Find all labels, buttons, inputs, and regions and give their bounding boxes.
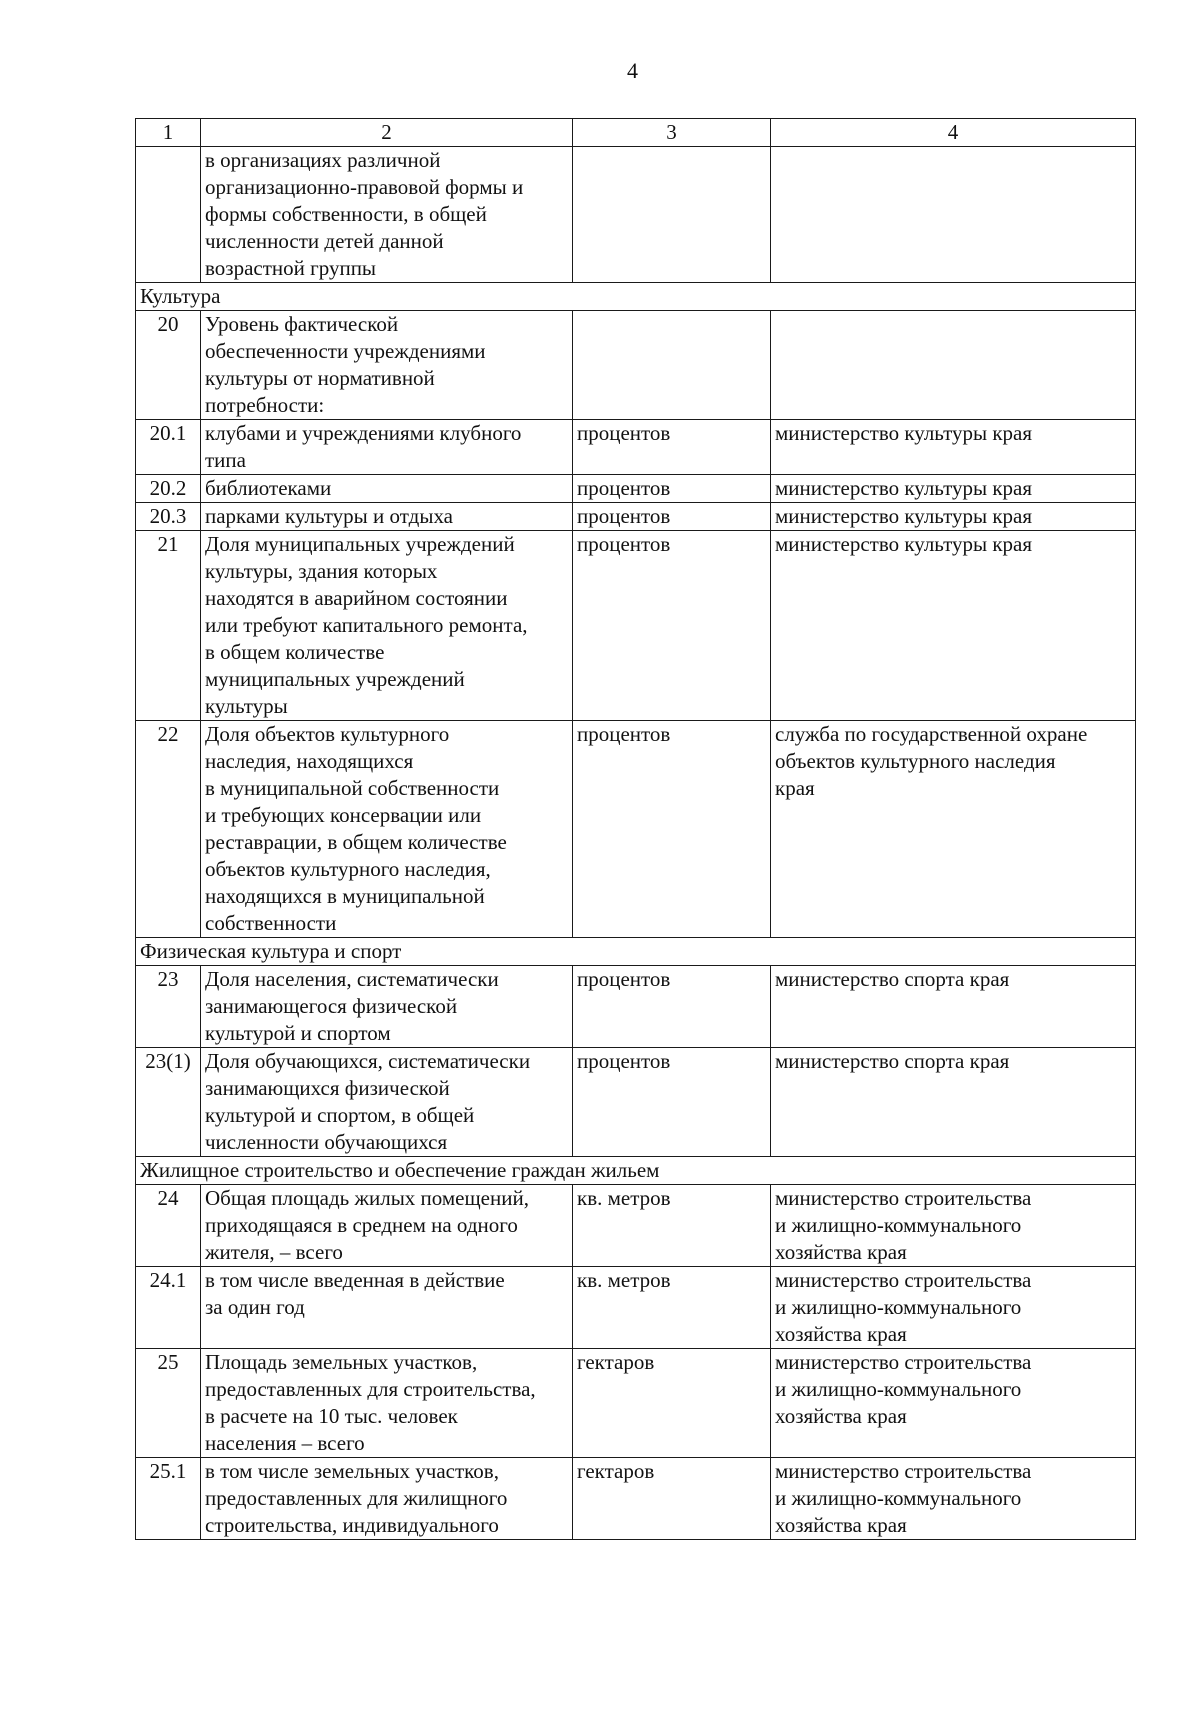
row-number: 25 — [136, 1349, 201, 1458]
table-row — [136, 1185, 1136, 1267]
row-number: 20 — [136, 311, 201, 420]
table-row — [136, 503, 1136, 531]
page-number: 4 — [627, 58, 638, 83]
row-number: 21 — [136, 531, 201, 721]
section-row — [136, 938, 1136, 966]
indicator-text: Доля объектов культурного наследия, находящихся в муниципальной собственности и требующих консервации или реставрации, в общем количестве объектов культурного наследия, находящихся в муниципальной собственности — [201, 721, 573, 938]
unit-of-measure: процентов — [573, 531, 771, 721]
indicator-text: Доля муниципальных учреждений культуры, здания которых находятся в аварийном состоянии или требуют капитального ремонта, в общем количестве муниципальных учреждений культуры — [201, 531, 573, 721]
table-row — [136, 966, 1136, 1048]
row-number: 20.2 — [136, 475, 201, 503]
row-number: 24 — [136, 1185, 201, 1267]
responsible-body: министерство строительства и жилищно-коммунального хозяйства края — [771, 1185, 1136, 1267]
indicator-text: Площадь земельных участков, предоставленных для строительства, в расчете на 10 тыс. человек населения – всего — [201, 1349, 573, 1458]
section-title: Физическая культура и спорт — [136, 938, 1136, 966]
unit-of-measure: гектаров — [573, 1458, 771, 1540]
table-row — [136, 721, 1136, 938]
unit-of-measure: процентов — [573, 503, 771, 531]
section-title: Культура — [136, 283, 1136, 311]
indicators-table — [135, 118, 1136, 1540]
row-number: 25.1 — [136, 1458, 201, 1540]
indicator-text: Доля населения, систематически занимающегося физической культурой и спортом — [201, 966, 573, 1048]
responsible-body: служба по государственной охране объектов культурного наследия края — [771, 721, 1136, 938]
row-number — [136, 147, 201, 283]
table-row — [136, 1267, 1136, 1349]
responsible-body: министерство строительства и жилищно-коммунального хозяйства края — [771, 1349, 1136, 1458]
unit-of-measure: процентов — [573, 721, 771, 938]
column-header-4: 4 — [771, 119, 1136, 147]
table-row — [136, 1458, 1136, 1540]
row-number: 23 — [136, 966, 201, 1048]
unit-of-measure — [573, 311, 771, 420]
column-header-1: 1 — [136, 119, 201, 147]
table-row — [136, 475, 1136, 503]
table-row — [136, 1349, 1136, 1458]
responsible-body: министерство культуры края — [771, 420, 1136, 475]
indicator-text: Доля обучающихся, систематически занимающихся физической культурой и спортом, в общей численности обучающихся — [201, 1048, 573, 1157]
table-row — [136, 1048, 1136, 1157]
responsible-body: министерство строительства и жилищно-коммунального хозяйства края — [771, 1267, 1136, 1349]
responsible-body: министерство культуры края — [771, 475, 1136, 503]
indicator-text: клубами и учреждениями клубного типа — [201, 420, 573, 475]
table-row — [136, 311, 1136, 420]
column-header-3: 3 — [573, 119, 771, 147]
section-title: Жилищное строительство и обеспечение граждан жильем — [136, 1157, 1136, 1185]
row-number: 20.3 — [136, 503, 201, 531]
responsible-body: министерство спорта края — [771, 1048, 1136, 1157]
indicator-text: Общая площадь жилых помещений, приходящаяся в среднем на одного жителя, – всего — [201, 1185, 573, 1267]
column-header-2: 2 — [201, 119, 573, 147]
indicator-text: библиотеками — [201, 475, 573, 503]
responsible-body: министерство культуры края — [771, 531, 1136, 721]
table-row — [136, 420, 1136, 475]
indicator-text: в том числе земельных участков, предоставленных для жилищного строительства, индивидуального — [201, 1458, 573, 1540]
row-number: 23(1) — [136, 1048, 201, 1157]
indicator-text: Уровень фактической обеспеченности учреждениями культуры от нормативной потребности: — [201, 311, 573, 420]
indicator-text: парками культуры и отдыха — [201, 503, 573, 531]
unit-of-measure: процентов — [573, 420, 771, 475]
unit-of-measure: кв. метров — [573, 1185, 771, 1267]
row-number: 20.1 — [136, 420, 201, 475]
indicator-text: в том числе введенная в действие за один год — [201, 1267, 573, 1349]
row-number: 24.1 — [136, 1267, 201, 1349]
responsible-body: министерство спорта края — [771, 966, 1136, 1048]
unit-of-measure: гектаров — [573, 1349, 771, 1458]
table-row — [136, 147, 1136, 283]
unit-of-measure: процентов — [573, 475, 771, 503]
table-body — [136, 119, 1136, 1540]
responsible-body: министерство строительства и жилищно-коммунального хозяйства края — [771, 1458, 1136, 1540]
table-row — [136, 531, 1136, 721]
column-header-row — [136, 119, 1136, 147]
row-number: 22 — [136, 721, 201, 938]
section-row — [136, 283, 1136, 311]
unit-of-measure — [573, 147, 771, 283]
responsible-body: министерство культуры края — [771, 503, 1136, 531]
unit-of-measure: процентов — [573, 1048, 771, 1157]
indicator-text: в организациях различной организационно-правовой формы и формы собственности, в общей численности детей данной возрастной группы — [201, 147, 573, 283]
responsible-body — [771, 147, 1136, 283]
responsible-body — [771, 311, 1136, 420]
section-row — [136, 1157, 1136, 1185]
unit-of-measure: процентов — [573, 966, 771, 1048]
unit-of-measure: кв. метров — [573, 1267, 771, 1349]
